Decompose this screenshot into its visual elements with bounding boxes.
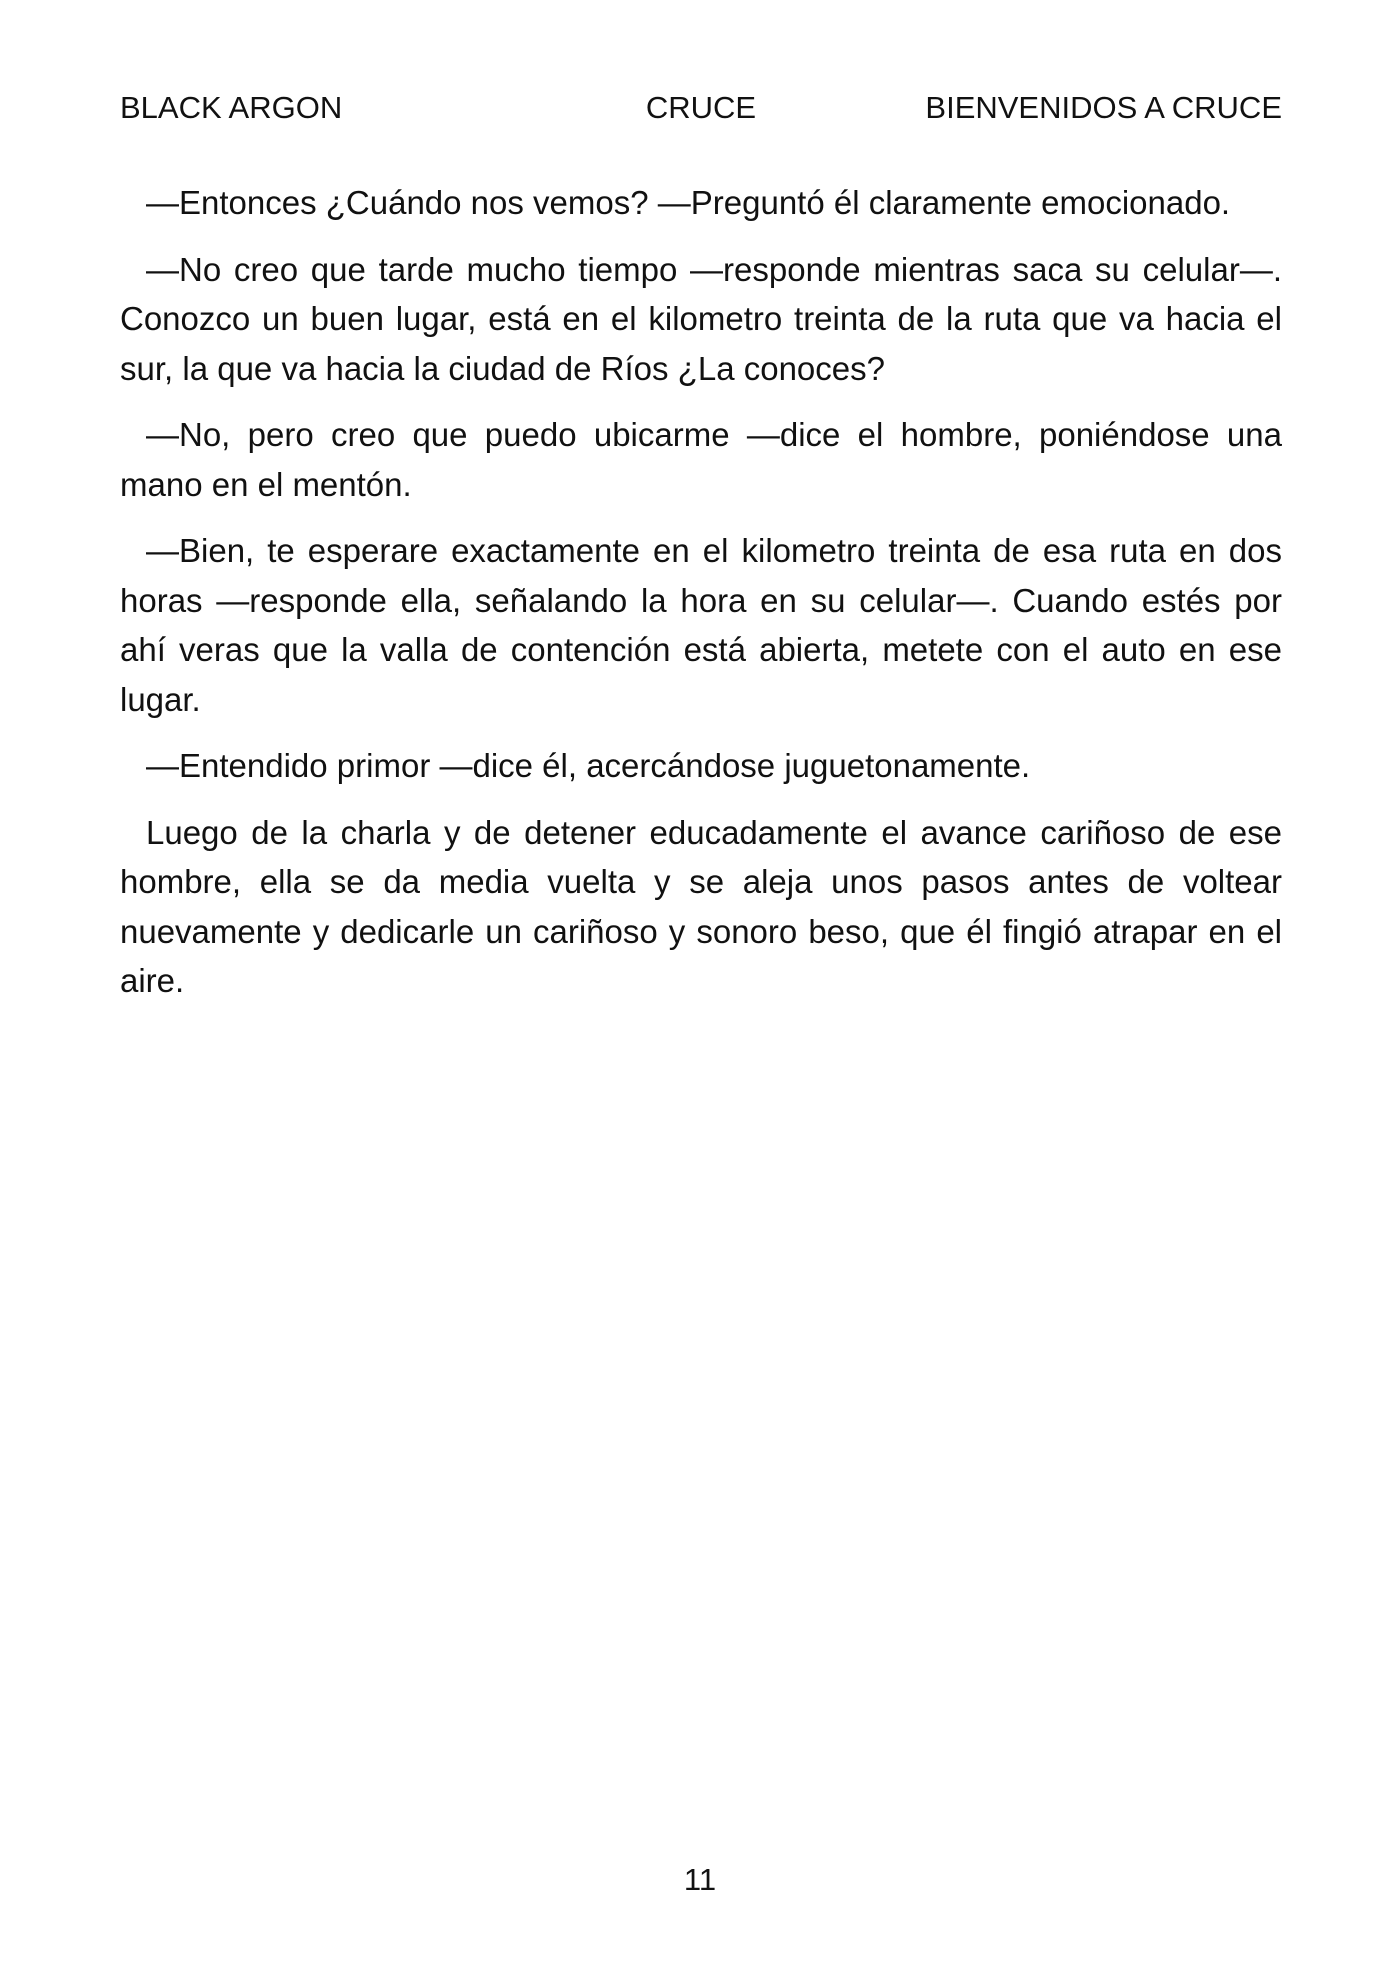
paragraph: —Bien, te esperare exactamente en el kilometro treinta de esa ruta en dos horas —responde ella, señalando la hora en su celular—. Cuando estés por ahí veras que la valla de contención está abierta, metete con el auto en ese lugar. bbox=[120, 532, 1282, 718]
page-number: 11 bbox=[683, 1862, 717, 1897]
body-text bbox=[120, 178, 1282, 1023]
paragraph: —Entendido primor —dice él, acercándose juguetonamente. bbox=[146, 747, 1031, 784]
header-book-title: CRUCE bbox=[645, 90, 757, 125]
paragraph: —No, pero creo que puedo ubicarme —dice el hombre, poniéndose una mano en el mentón. bbox=[120, 416, 1282, 503]
header-chapter-title: BIENVENIDOS A CRUCE bbox=[925, 90, 1282, 125]
header-author: BLACK ARGON bbox=[120, 90, 343, 125]
paragraph: —No creo que tarde mucho tiempo —responde mientras saca su celular—. Conozco un buen lugar, está en el kilometro treinta de la ruta que va hacia el sur, la que va hacia la ciudad de Ríos ¿La conoces? bbox=[120, 250, 1282, 387]
paragraph: Luego de la charla y de detener educadamente el avance cariñoso de ese hombre, ella se da media vuelta y se aleja unos pasos antes de voltear nuevamente y dedicarle un cariñoso y sonoro beso, que él fingió atrapar en el aire. bbox=[120, 813, 1282, 999]
paragraph: —Entonces ¿Cuándo nos vemos? —Preguntó él claramente emocionado. bbox=[146, 184, 1231, 221]
running-header bbox=[120, 88, 1282, 128]
